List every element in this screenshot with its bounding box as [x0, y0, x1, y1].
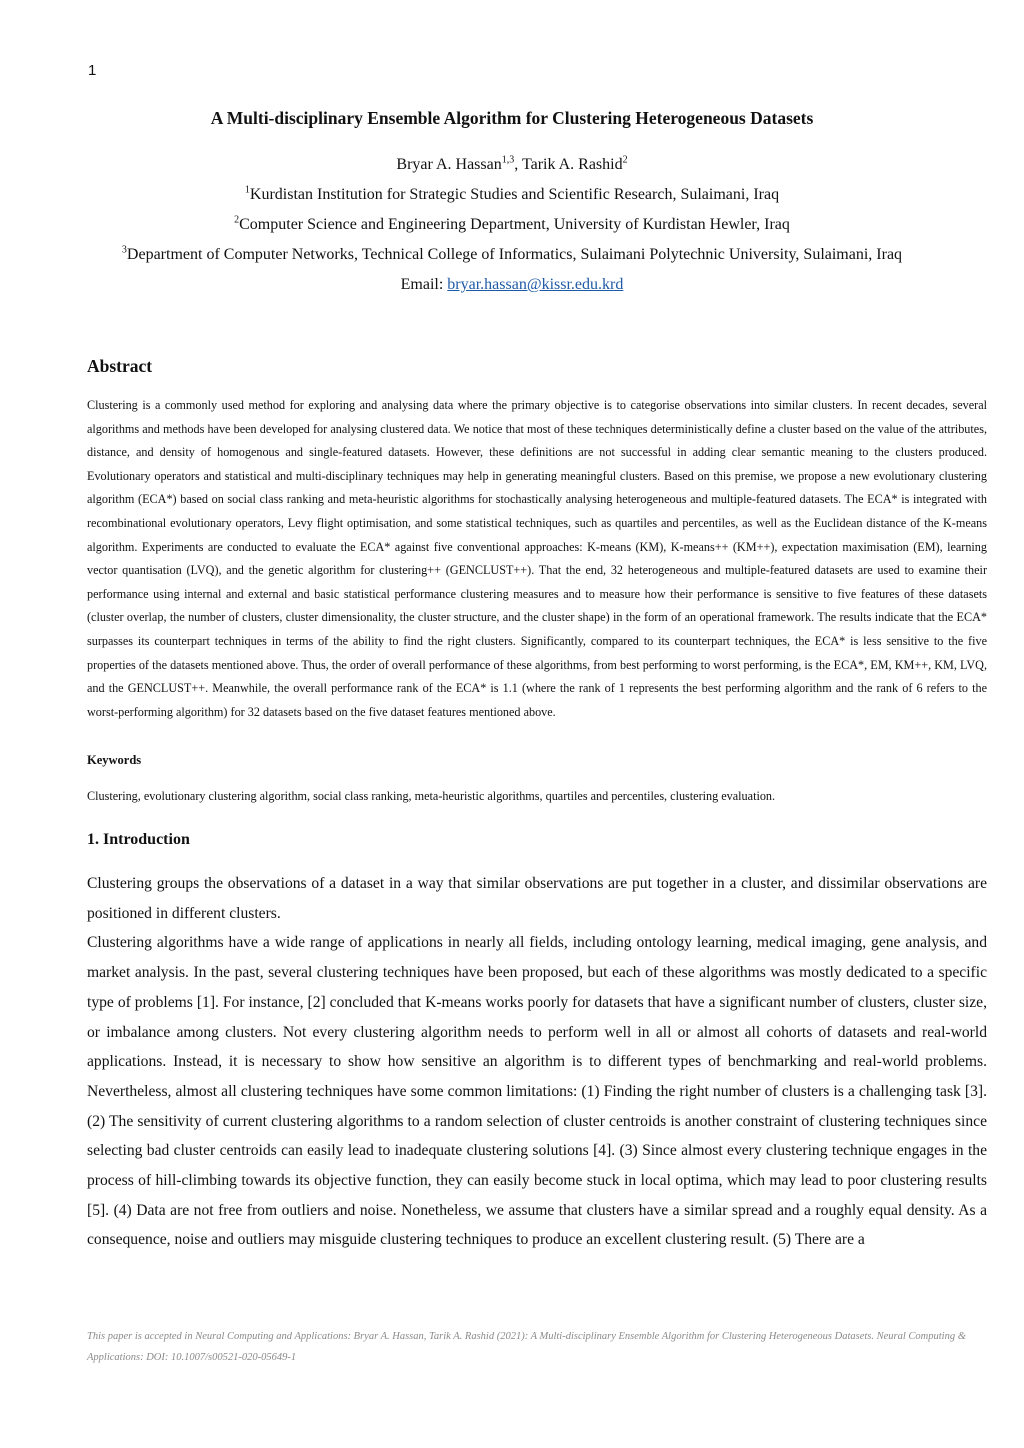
- affiliation-3: [0, 246, 1024, 264]
- email-line: [0, 276, 1024, 294]
- introduction-paragraph-2: Clustering algorithms have a wide range of applications in nearly all fields, including ontology learning, medical imaging, gene analysis, and market analysis. In the past, several clustering techniques have been proposed, but each of these algorithms was mostly dedicated to a specific type of problems [1]. For instance, [2] concluded that K-means works poorly for datasets that have a significant number of clusters, cluster size, or imbalance among clusters. Not every clustering algorithm needs to perform well in all or almost all cohorts of datasets and real-world applications. Instead, it is necessary to show how sensitive an algorithm is to different types of benchmarking and real-world problems. Nevertheless, almost all clustering techniques have some common limitations: (1) Finding the right number of clusters is a challenging task [3]. (2) The sensitivity of current clustering algorithms to a random selection of cluster centroids is another constraint of clustering techniques since selecting bad cluster centroids can easily lead to inadequate clustering solutions [4]. (3) Since almost every clustering technique engages in the process of hill-climbing towards its objective function, they can easily become stuck in local optima, which may lead to poor clustering results [5]. (4) Data are not free from outliers and noise. Nonetheless, we assume that clusters have a similar spread and a roughly equal density. As a consequence, noise and outliers may misguide clustering techniques to produce an excellent clustering result. (5) There are a: [87, 934, 987, 1249]
- affiliation-2-marker: 2: [234, 214, 240, 226]
- email-label: Email:: [400, 276, 448, 293]
- affiliation-1: [0, 186, 1024, 204]
- keywords-heading: Keywords: [87, 753, 142, 767]
- abstract-body: Clustering is a commonly used method for exploring and analysing data where the primary objective is to categorise observations into similar clusters. In recent decades, several algorithms and methods have been developed for analysing clustered data. We notice that most of these techniques deterministically define a cluster based on the value of the attributes, distance, and density of homogenous and single-featured datasets. However, these definitions are not successful in adding clear semantic meaning to the clusters produced. Evolutionary operators and statistical and multi-disciplinary techniques may help in generating meaningful clusters. Based on this premise, we propose a new evolutionary clustering algorithm (ECA*) based on social class ranking and meta-heuristic algorithms for stochastically analysing heterogeneous and multiple-featured datasets. The ECA* is integrated with recombinational evolutionary operators, Levy flight optimisation, and some statistical techniques, such as quartiles and percentiles, as well as the Euclidean distance of the K-means algorithm. Experiments are conducted to evaluate the ECA* against five conventional approaches: K-means (KM), K-means++ (KM++), expectation maximisation (EM), learning vector quantisation (LVQ), and the genetic algorithm for clustering++ (GENCLUST++). That the end, 32 heterogeneous and multiple-featured datasets are used to examine their performance using internal and external and basic statistical performance clustering measures and to measure how their performance is sensitive to five features of these datasets (cluster overlap, the number of clusters, cluster dimensionality, the cluster structure, and the cluster shape) in the form of an operational framework. The results indicate that the ECA* surpasses its counterpart techniques in terms of the ability to find the right clusters. Significantly, compared to its counterpart techniques, the ECA* is less sensitive to the five properties of the datasets mentioned above. Thus, the order of overall performance of these algorithms, from best performing to worst performing, is the ECA*, EM, KM++, KM, LVQ, and the GENCLUST++. Meanwhile, the overall performance rank of the ECA* is 1.1 (where the rank of 1 represents the best performing algorithm and the rank of 6 refers to the worst-performing algorithm) for 32 datasets based on the five dataset features mentioned above.: [87, 398, 987, 719]
- abstract-heading: Abstract: [87, 356, 153, 376]
- author-2-affiliation-marker: 2: [622, 154, 628, 166]
- affiliation-3-text: Department of Computer Networks, Technical College of Informatics, Sulaimani Polytechnic University, Sulaimani, Iraq: [126, 246, 903, 263]
- keywords-list: Clustering, evolutionary clustering algorithm, social class ranking, meta-heuristic algorithms, quartiles and percentiles, clustering evaluation.: [87, 789, 776, 803]
- author-2: Tarik A. Rashid: [521, 156, 623, 173]
- affiliation-3-marker: 3: [121, 244, 127, 256]
- paper-title: A Multi-disciplinary Ensemble Algorithm for Clustering Heterogeneous Datasets: [210, 108, 814, 128]
- affiliation-1-text: Kurdistan Institution for Strategic Studies and Scientific Research, Sulaimani, Iraq: [249, 186, 780, 203]
- author-1: Bryar A. Hassan: [396, 156, 502, 173]
- introduction-body: [87, 869, 987, 1255]
- author-line: [0, 156, 1024, 174]
- affiliation-2-text: Computer Science and Engineering Department, University of Kurdistan Hewler, Iraq: [239, 216, 790, 233]
- author-1-affiliation-marker: 1,3: [501, 154, 515, 166]
- page-number: 1: [88, 62, 97, 79]
- introduction-paragraph-1: Clustering groups the observations of a dataset in a way that similar observations are put together in a cluster, and dissimilar observations are positioned in different clusters.: [87, 875, 987, 922]
- affiliation-1-marker: 1: [244, 184, 250, 196]
- email-link[interactable]: bryar.hassan@kissr.edu.krd: [447, 276, 624, 293]
- footer-citation: This paper is accepted in Neural Computing and Applications: Bryar A. Hassan, Tarik A. Rashid (2021): A Multi-disciplinary Ensemble Algorithm for Clustering Heterogeneous Datasets. Neural Computing & Applications: DOI: 10.1007/s00521-020-05649-1: [87, 1331, 966, 1363]
- affiliation-2: [0, 216, 1024, 234]
- introduction-heading: 1. Introduction: [87, 831, 190, 848]
- author-separator: ,: [514, 156, 522, 173]
